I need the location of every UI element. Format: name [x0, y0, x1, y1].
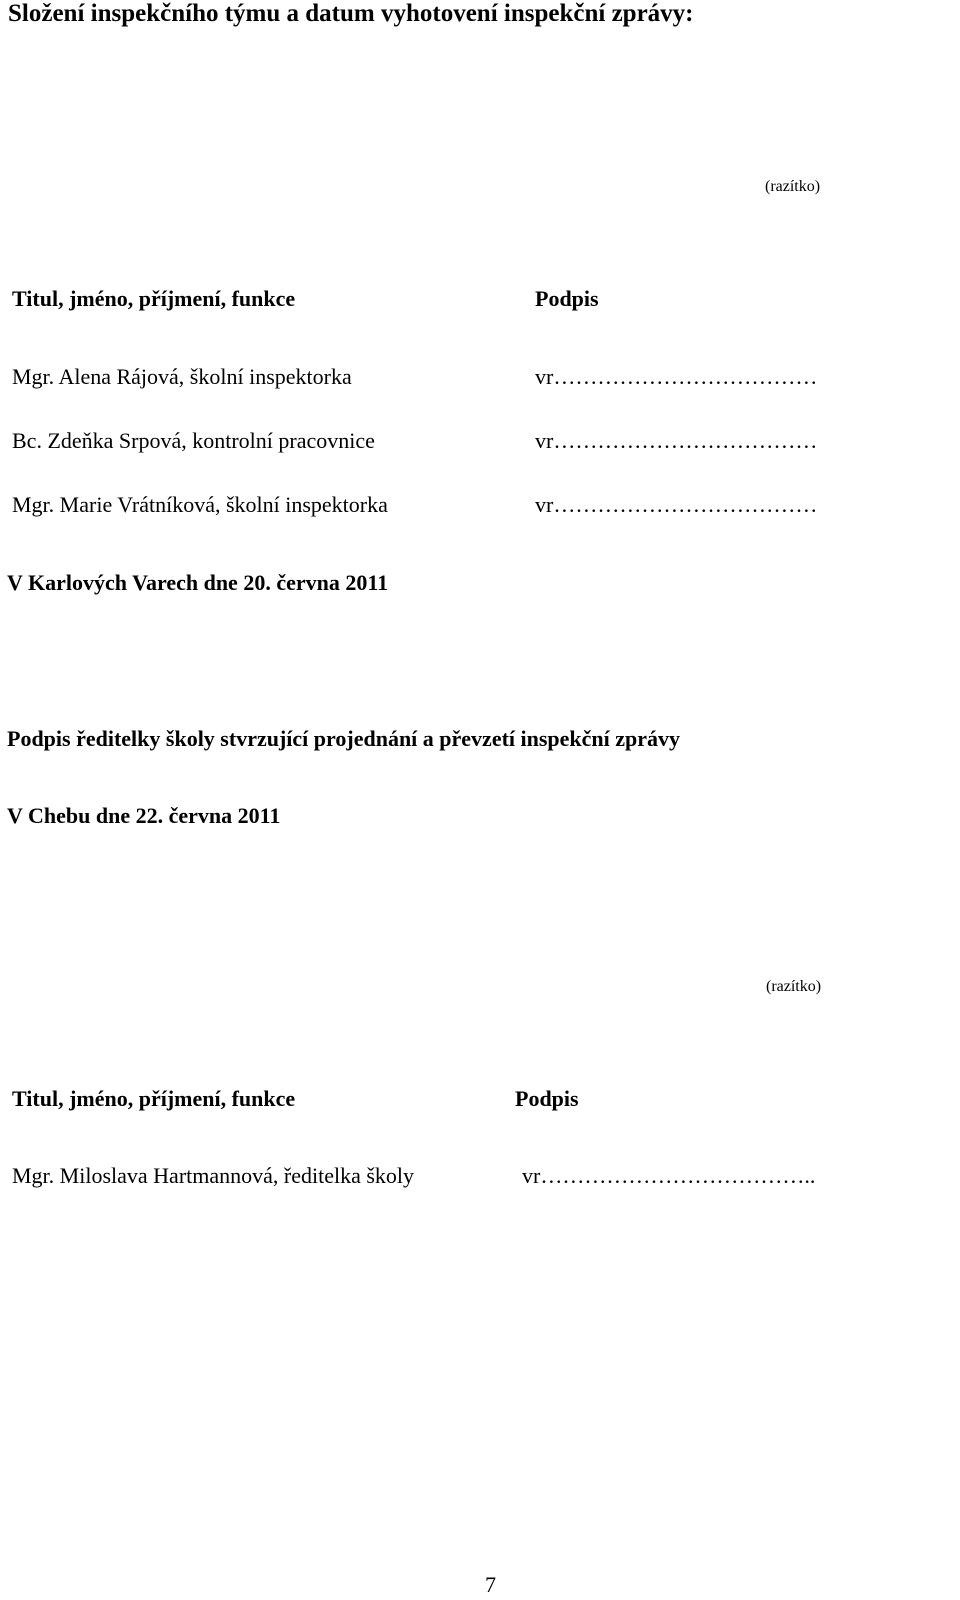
- team-member-name: Mgr. Alena Rájová, školní inspektorka: [12, 364, 352, 389]
- team-name-column-header: Titul, jméno, příjmení, funkce: [12, 286, 296, 311]
- director-statement: Podpis ředitelky školy stvrzující projednání a převzetí inspekční zprávy: [7, 726, 681, 751]
- team-member-name: Bc. Zdeňka Srpová, kontrolní pracovnice: [12, 428, 375, 453]
- page-heading: Složení inspekčního týmu a datum vyhotovení inspekční zprávy:: [8, 0, 694, 27]
- team-member-name: Mgr. Marie Vrátníková, školní inspektorka: [12, 492, 388, 517]
- team-signature-column-header: Podpis: [535, 286, 599, 311]
- director-signature: vr………………………………..: [522, 1163, 816, 1188]
- stamp-label: (razítko): [765, 178, 821, 195]
- director-signature-column-header: Podpis: [515, 1086, 579, 1111]
- director-name-column-header: Titul, jméno, příjmení, funkce: [12, 1086, 296, 1111]
- place-date-director: V Chebu dne 22. června 2011: [7, 803, 281, 828]
- director-name: Mgr. Miloslava Hartmannová, ředitelka školy: [12, 1163, 415, 1188]
- team-member-signature: vr………………………………: [535, 364, 818, 389]
- team-member-signature: vr………………………………: [535, 428, 818, 453]
- stamp-label: (razítko): [766, 978, 822, 995]
- team-member-signature: vr………………………………: [535, 492, 818, 517]
- page-number: 7: [485, 1572, 496, 1597]
- place-date-inspection: V Karlových Varech dne 20. června 2011: [7, 570, 389, 595]
